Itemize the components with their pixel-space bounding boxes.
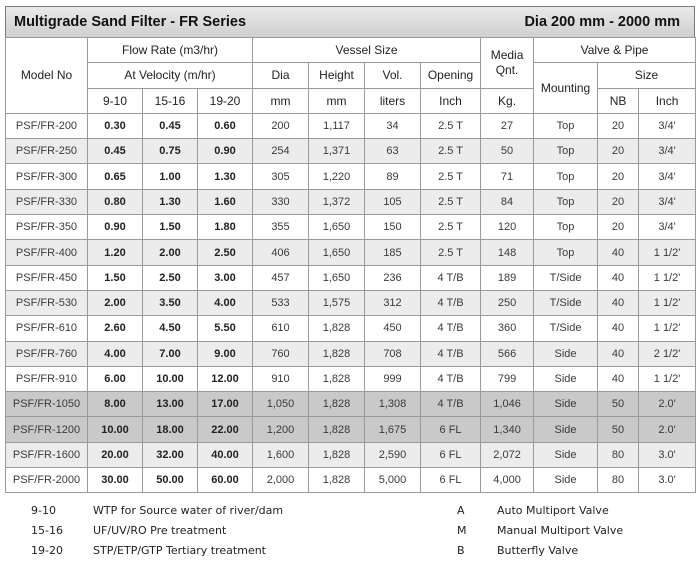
cell-flow-19-20: 60.00: [198, 468, 253, 493]
cell-dia: 1,050: [253, 392, 309, 417]
table-row: [6, 341, 696, 366]
cell-height: 1,220: [309, 164, 365, 189]
cell-opening: 6 FL: [421, 442, 481, 467]
cell-flow-9-10: 2.60: [88, 316, 143, 341]
cell-model: PSF/FR-400: [6, 240, 88, 265]
cell-opening: 6 FL: [421, 417, 481, 442]
cell-inch: 2.0': [639, 392, 696, 417]
header-valve-pipe: Valve & Pipe: [534, 38, 696, 63]
cell-media: 2,072: [481, 442, 534, 467]
cell-mounting: T/Side: [534, 316, 598, 341]
cell-mounting: Top: [534, 215, 598, 240]
cell-opening: 4 T/B: [421, 392, 481, 417]
cell-height: 1,372: [309, 189, 365, 214]
cell-flow-19-20: 0.90: [198, 139, 253, 164]
cell-nb: 40: [598, 366, 639, 391]
header-model: Model No: [6, 38, 88, 114]
cell-mounting: Side: [534, 442, 598, 467]
cell-media: 84: [481, 189, 534, 214]
table-body: [6, 113, 696, 492]
cell-height: 1,575: [309, 290, 365, 315]
cell-media: 360: [481, 316, 534, 341]
legend-row: [5, 504, 695, 524]
table-row: [6, 442, 696, 467]
legend-valve-code: B: [457, 544, 465, 557]
cell-media: 148: [481, 240, 534, 265]
cell-flow-9-10: 1.50: [88, 265, 143, 290]
cell-inch: 3/4': [639, 215, 696, 240]
header-media-unit: Kg.: [481, 88, 534, 113]
cell-model: PSF/FR-450: [6, 265, 88, 290]
cell-flow-9-10: 30.00: [88, 468, 143, 493]
cell-inch: 2 1/2': [639, 341, 696, 366]
title-bar: [5, 6, 695, 37]
header-vessel-size: Vessel Size: [253, 38, 481, 63]
cell-mounting: Side: [534, 341, 598, 366]
cell-model: PSF/FR-2000: [6, 468, 88, 493]
cell-opening: 2.5 T: [421, 189, 481, 214]
legend: [5, 504, 695, 564]
cell-height: 1,828: [309, 468, 365, 493]
cell-model: PSF/FR-250: [6, 139, 88, 164]
cell-media: 250: [481, 290, 534, 315]
cell-inch: 3.0': [639, 468, 696, 493]
legend-valve-code: M: [457, 524, 467, 537]
table-row: [6, 215, 696, 240]
cell-dia: 533: [253, 290, 309, 315]
cell-media: 120: [481, 215, 534, 240]
cell-flow-19-20: 22.00: [198, 417, 253, 442]
cell-model: PSF/FR-610: [6, 316, 88, 341]
table-row: [6, 366, 696, 391]
cell-opening: 2.5 T: [421, 240, 481, 265]
cell-flow-9-10: 8.00: [88, 392, 143, 417]
cell-vol: 708: [365, 341, 421, 366]
cell-inch: 1 1/2': [639, 240, 696, 265]
cell-model: PSF/FR-1200: [6, 417, 88, 442]
cell-inch: 1 1/2': [639, 290, 696, 315]
header-opening: Opening: [421, 63, 481, 88]
cell-nb: 20: [598, 189, 639, 214]
cell-mounting: Top: [534, 113, 598, 138]
cell-media: 50: [481, 139, 534, 164]
cell-flow-19-20: 9.00: [198, 341, 253, 366]
cell-flow-15-16: 32.00: [143, 442, 198, 467]
cell-flow-15-16: 10.00: [143, 366, 198, 391]
legend-row: [5, 524, 695, 544]
cell-flow-15-16: 13.00: [143, 392, 198, 417]
cell-flow-15-16: 4.50: [143, 316, 198, 341]
header-nb: NB: [598, 88, 639, 113]
legend-velocity-desc: UF/UV/RO Pre treatment: [93, 524, 227, 537]
cell-flow-15-16: 7.00: [143, 341, 198, 366]
cell-nb: 40: [598, 240, 639, 265]
cell-nb: 40: [598, 265, 639, 290]
cell-flow-19-20: 1.30: [198, 164, 253, 189]
cell-mounting: Side: [534, 366, 598, 391]
cell-vol: 999: [365, 366, 421, 391]
cell-flow-9-10: 0.80: [88, 189, 143, 214]
cell-height: 1,650: [309, 215, 365, 240]
table-row: [6, 139, 696, 164]
cell-nb: 40: [598, 316, 639, 341]
cell-opening: 2.5 T: [421, 113, 481, 138]
cell-model: PSF/FR-200: [6, 113, 88, 138]
cell-dia: 200: [253, 113, 309, 138]
cell-media: 27: [481, 113, 534, 138]
cell-inch: 3/4': [639, 189, 696, 214]
spec-table: [5, 37, 696, 493]
cell-vol: 1,675: [365, 417, 421, 442]
cell-dia: 330: [253, 189, 309, 214]
legend-valve-desc: Auto Multiport Valve: [497, 504, 609, 517]
cell-vol: 236: [365, 265, 421, 290]
cell-vol: 312: [365, 290, 421, 315]
header-vol: Vol.: [365, 63, 421, 88]
page-title: Multigrade Sand Filter - FR Series: [14, 14, 247, 30]
cell-mounting: T/Side: [534, 290, 598, 315]
cell-flow-15-16: 3.50: [143, 290, 198, 315]
cell-mounting: Top: [534, 240, 598, 265]
cell-dia: 610: [253, 316, 309, 341]
header-size: Size: [598, 63, 696, 88]
cell-dia: 457: [253, 265, 309, 290]
cell-inch: 3/4': [639, 113, 696, 138]
diameter-range: Dia 200 mm - 2000 mm: [524, 14, 680, 30]
header-velocity-3: 19-20: [198, 88, 253, 113]
cell-flow-9-10: 10.00: [88, 417, 143, 442]
header-inch: Inch: [639, 88, 696, 113]
cell-mounting: Side: [534, 468, 598, 493]
table-row: [6, 290, 696, 315]
cell-inch: 3/4': [639, 164, 696, 189]
spec-sheet: [5, 6, 695, 493]
cell-flow-9-10: 2.00: [88, 290, 143, 315]
cell-flow-15-16: 1.30: [143, 189, 198, 214]
cell-height: 1,371: [309, 139, 365, 164]
cell-flow-19-20: 2.50: [198, 240, 253, 265]
cell-flow-19-20: 12.00: [198, 366, 253, 391]
cell-height: 1,650: [309, 240, 365, 265]
cell-flow-19-20: 1.80: [198, 215, 253, 240]
cell-height: 1,828: [309, 341, 365, 366]
cell-flow-15-16: 18.00: [143, 417, 198, 442]
cell-flow-15-16: 2.50: [143, 265, 198, 290]
cell-dia: 1,200: [253, 417, 309, 442]
cell-flow-15-16: 0.45: [143, 113, 198, 138]
cell-mounting: Top: [534, 189, 598, 214]
cell-dia: 2,000: [253, 468, 309, 493]
legend-velocity-desc: WTP for Source water of river/dam: [93, 504, 284, 517]
cell-flow-19-20: 0.60: [198, 113, 253, 138]
legend-valve-code: A: [457, 504, 465, 517]
table-row: [6, 316, 696, 341]
cell-opening: 2.5 T: [421, 215, 481, 240]
header-dia-unit: mm: [253, 88, 309, 113]
cell-nb: 20: [598, 139, 639, 164]
cell-dia: 355: [253, 215, 309, 240]
cell-inch: 1 1/2': [639, 366, 696, 391]
cell-flow-15-16: 1.00: [143, 164, 198, 189]
table-row: [6, 392, 696, 417]
cell-vol: 34: [365, 113, 421, 138]
cell-nb: 20: [598, 215, 639, 240]
cell-dia: 305: [253, 164, 309, 189]
cell-media: 566: [481, 341, 534, 366]
legend-velocity-code: 15-16: [31, 524, 63, 537]
cell-model: PSF/FR-330: [6, 189, 88, 214]
cell-mounting: Side: [534, 392, 598, 417]
legend-row: [5, 544, 695, 564]
header-media-qnt: Media Qnt.: [481, 38, 534, 89]
table-row: [6, 113, 696, 138]
cell-opening: 4 T/B: [421, 341, 481, 366]
cell-opening: 4 T/B: [421, 316, 481, 341]
cell-vol: 1,308: [365, 392, 421, 417]
cell-opening: 2.5 T: [421, 164, 481, 189]
cell-opening: 4 T/B: [421, 290, 481, 315]
cell-flow-15-16: 2.00: [143, 240, 198, 265]
cell-media: 71: [481, 164, 534, 189]
cell-flow-9-10: 6.00: [88, 366, 143, 391]
legend-velocity-code: 9-10: [31, 504, 56, 517]
cell-model: PSF/FR-1600: [6, 442, 88, 467]
cell-flow-15-16: 0.75: [143, 139, 198, 164]
table-row: [6, 189, 696, 214]
cell-flow-19-20: 4.00: [198, 290, 253, 315]
cell-opening: 4 T/B: [421, 366, 481, 391]
header-mounting: Mounting: [534, 63, 598, 114]
cell-vol: 450: [365, 316, 421, 341]
cell-media: 1,046: [481, 392, 534, 417]
cell-flow-9-10: 1.20: [88, 240, 143, 265]
legend-valve-desc: Butterfly Valve: [497, 544, 579, 557]
table-row: [6, 265, 696, 290]
header-dia: Dia: [253, 63, 309, 88]
header-velocity-1: 9-10: [88, 88, 143, 113]
cell-flow-9-10: 20.00: [88, 442, 143, 467]
table-row: [6, 240, 696, 265]
cell-nb: 20: [598, 164, 639, 189]
header-height-unit: mm: [309, 88, 365, 113]
cell-height: 1,650: [309, 265, 365, 290]
cell-flow-9-10: 0.65: [88, 164, 143, 189]
cell-inch: 3/4': [639, 139, 696, 164]
cell-flow-19-20: 3.00: [198, 265, 253, 290]
cell-height: 1,828: [309, 316, 365, 341]
cell-dia: 1,600: [253, 442, 309, 467]
cell-model: PSF/FR-300: [6, 164, 88, 189]
cell-dia: 910: [253, 366, 309, 391]
table-row: [6, 164, 696, 189]
table-row: [6, 417, 696, 442]
cell-flow-15-16: 1.50: [143, 215, 198, 240]
cell-model: PSF/FR-760: [6, 341, 88, 366]
header-velocity-2: 15-16: [143, 88, 198, 113]
cell-model: PSF/FR-1050: [6, 392, 88, 417]
cell-media: 799: [481, 366, 534, 391]
cell-nb: 50: [598, 392, 639, 417]
cell-mounting: Top: [534, 164, 598, 189]
legend-velocity-desc: STP/ETP/GTP Tertiary treatment: [93, 544, 266, 557]
cell-flow-9-10: 4.00: [88, 341, 143, 366]
cell-flow-9-10: 0.90: [88, 215, 143, 240]
cell-inch: 3.0': [639, 442, 696, 467]
table-row: [6, 468, 696, 493]
cell-height: 1,117: [309, 113, 365, 138]
header-height: Height: [309, 63, 365, 88]
cell-inch: 1 1/2': [639, 265, 696, 290]
cell-nb: 40: [598, 290, 639, 315]
header-at-velocity: At Velocity (m/hr): [88, 63, 253, 88]
cell-flow-19-20: 1.60: [198, 189, 253, 214]
cell-opening: 4 T/B: [421, 265, 481, 290]
cell-flow-19-20: 5.50: [198, 316, 253, 341]
cell-nb: 80: [598, 442, 639, 467]
cell-model: PSF/FR-530: [6, 290, 88, 315]
cell-nb: 20: [598, 113, 639, 138]
cell-media: 1,340: [481, 417, 534, 442]
cell-opening: 6 FL: [421, 468, 481, 493]
cell-inch: 1 1/2': [639, 316, 696, 341]
legend-velocity-code: 19-20: [31, 544, 63, 557]
cell-nb: 40: [598, 341, 639, 366]
cell-height: 1,828: [309, 366, 365, 391]
cell-vol: 5,000: [365, 468, 421, 493]
cell-flow-9-10: 0.30: [88, 113, 143, 138]
cell-flow-15-16: 50.00: [143, 468, 198, 493]
header-opening-unit: Inch: [421, 88, 481, 113]
cell-mounting: T/Side: [534, 265, 598, 290]
cell-mounting: Top: [534, 139, 598, 164]
cell-inch: 2.0': [639, 417, 696, 442]
cell-dia: 406: [253, 240, 309, 265]
cell-vol: 105: [365, 189, 421, 214]
cell-model: PSF/FR-910: [6, 366, 88, 391]
cell-vol: 89: [365, 164, 421, 189]
cell-mounting: Side: [534, 417, 598, 442]
cell-model: PSF/FR-350: [6, 215, 88, 240]
cell-media: 4,000: [481, 468, 534, 493]
cell-media: 189: [481, 265, 534, 290]
cell-vol: 63: [365, 139, 421, 164]
cell-nb: 50: [598, 417, 639, 442]
cell-nb: 80: [598, 468, 639, 493]
cell-flow-19-20: 17.00: [198, 392, 253, 417]
cell-vol: 150: [365, 215, 421, 240]
cell-vol: 2,590: [365, 442, 421, 467]
cell-flow-9-10: 0.45: [88, 139, 143, 164]
cell-height: 1,828: [309, 442, 365, 467]
cell-vol: 185: [365, 240, 421, 265]
cell-dia: 254: [253, 139, 309, 164]
cell-opening: 2.5 T: [421, 139, 481, 164]
cell-height: 1,828: [309, 392, 365, 417]
header-vol-unit: liters: [365, 88, 421, 113]
cell-dia: 760: [253, 341, 309, 366]
header-flow-rate: Flow Rate (m3/hr): [88, 38, 253, 63]
cell-height: 1,828: [309, 417, 365, 442]
legend-valve-desc: Manual Multiport Valve: [497, 524, 624, 537]
cell-flow-19-20: 40.00: [198, 442, 253, 467]
